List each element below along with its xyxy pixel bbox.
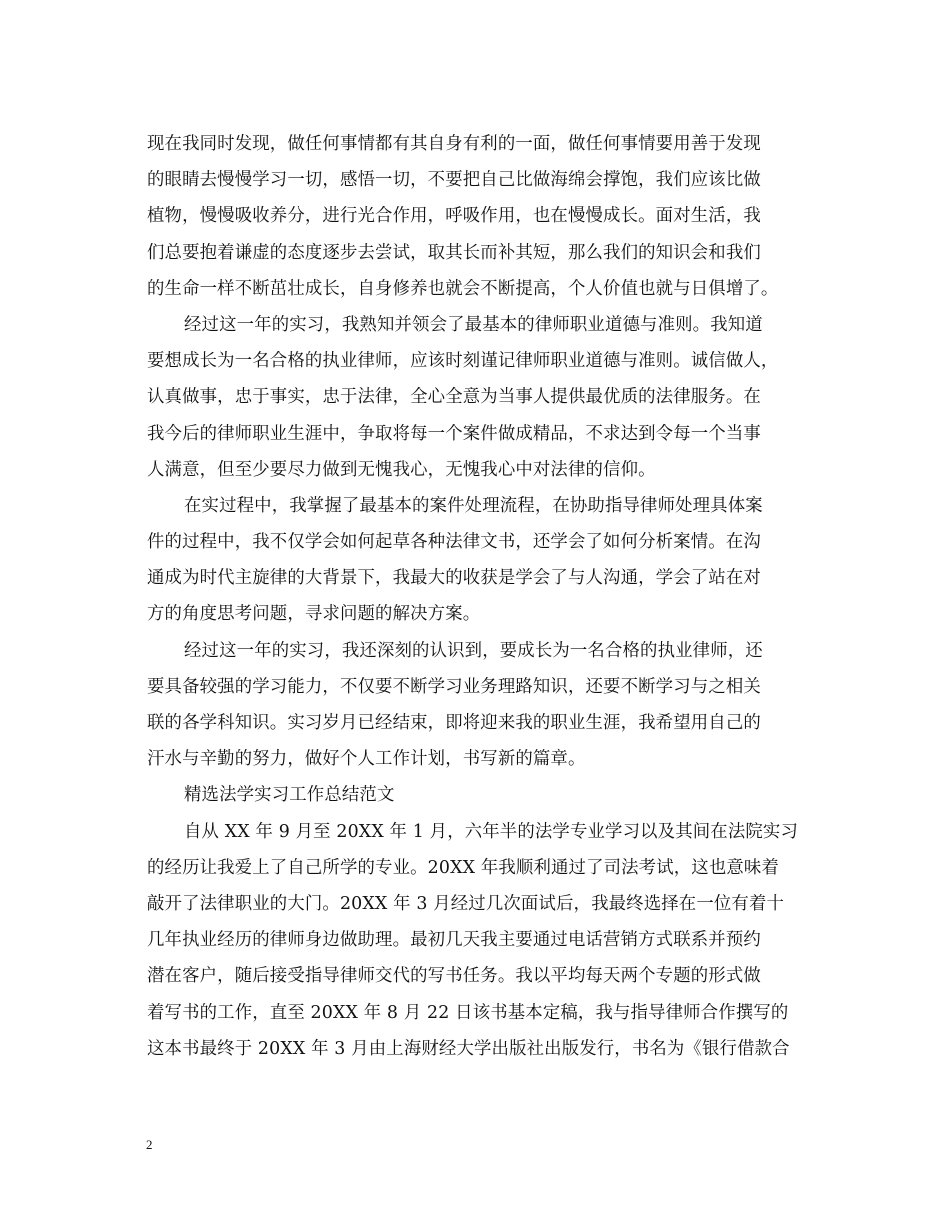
paragraph-first-line: 经过这一年的实习，我还深刻的认识到，要成长为一名合格的执业律师，还 — [184, 640, 763, 661]
text-line: 敲开了法律职业的大门。20XX 年 3 月经过几次面试后，我最终选择在一位有着十 — [147, 893, 785, 914]
text-line: 几年执业经历的律师身边做助理。最初几天我主要通过电话营销方式联系并预约 — [147, 930, 761, 951]
text-line: 的经历让我爱上了自己所学的专业。20XX 年我顺利通过了司法考试，这也意味着 — [147, 857, 780, 878]
text-line: 方的角度思考问题，寻求问题的解决方案。 — [147, 604, 481, 625]
text-line: 要具备较强的学习能力，不仅要不断学习业务理路知识，还要不断学习与之相关 — [147, 676, 761, 697]
text-line: 联的各学科知识。实习岁月已经结束，即将迎来我的职业生涯，我希望用自己的 — [147, 713, 761, 733]
paragraph-first-line: 自从 XX 年 9 月至 20XX 年 1 月，六年半的法学专业学习以及其间在法院实习 — [184, 821, 799, 842]
text-line: 植物，慢慢吸收养分，进行光合作用，呼吸作用，也在慢慢成长。面对生活，我 — [147, 206, 761, 227]
text-line: 件的过程中，我不仅学会如何起草各种法律文书，还学会了如何分析案情。在沟 — [147, 532, 761, 553]
text-line: 的生命一样不断茁壮成长，自身修养也就会不断提高，个人价值也就与日俱增了。 — [147, 278, 779, 299]
text-line: 们总要抱着谦虚的态度逐步去尝试，取其长而补其短，那么我们的知识会和我们 — [147, 242, 761, 263]
section-heading: 精选法学实习工作总结范文 — [184, 785, 395, 806]
page-number: 2 — [146, 1137, 153, 1152]
text-line: 着写书的工作，直至 20XX 年 8 月 22 日该书基本定稿，我与指导律师合作撰写的 — [147, 1002, 789, 1023]
text-line: 的眼睛去慢慢学习一切，感悟一切，不要把自己比做海绵会撑饱，我们应该比做 — [147, 170, 761, 191]
paragraph-first-line: 在实过程中，我掌握了最基本的案件处理流程，在协助指导律师处理具体案 — [184, 495, 763, 516]
text-line: 人满意，但至少要尽力做到无愧我心，无愧我心中对法律的信仰。 — [147, 459, 656, 480]
text-line: 我今后的律师职业生涯中，争取将每一个案件做成精品，不求达到令每一个当事 — [147, 423, 761, 444]
paragraph-first-line: 经过这一年的实习，我熟知并领会了最基本的律师职业道德与准则。我知道 — [184, 314, 763, 335]
text-line: 现在我同时发现，做任何事情都有其自身有利的一面，做任何事情要用善于发现 — [147, 134, 761, 154]
document-body — [147, 126, 807, 1067]
text-line: 要想成长为一名合格的执业律师，应该时刻谨记律师职业道德与准则。诚信做人， — [147, 351, 779, 372]
text-line: 潜在客户，随后接受指导律师交代的写书任务。我以平均每天两个专题的形式做 — [147, 966, 761, 987]
text-line: 认真做事，忠于事实，忠于法律，全心全意为当事人提供最优质的法律服务。在 — [147, 387, 761, 408]
text-line: 汗水与辛勤的努力，做好个人工作计划，书写新的篇章。 — [147, 749, 586, 770]
text-line: 通成为时代主旋律的大背景下，我最大的收获是学会了与人沟通，学会了站在对 — [147, 568, 761, 589]
text-line: 这本书最终于 20XX 年 3 月由上海财经大学出版社出版发行，书名为《银行借款合 — [147, 1038, 790, 1059]
